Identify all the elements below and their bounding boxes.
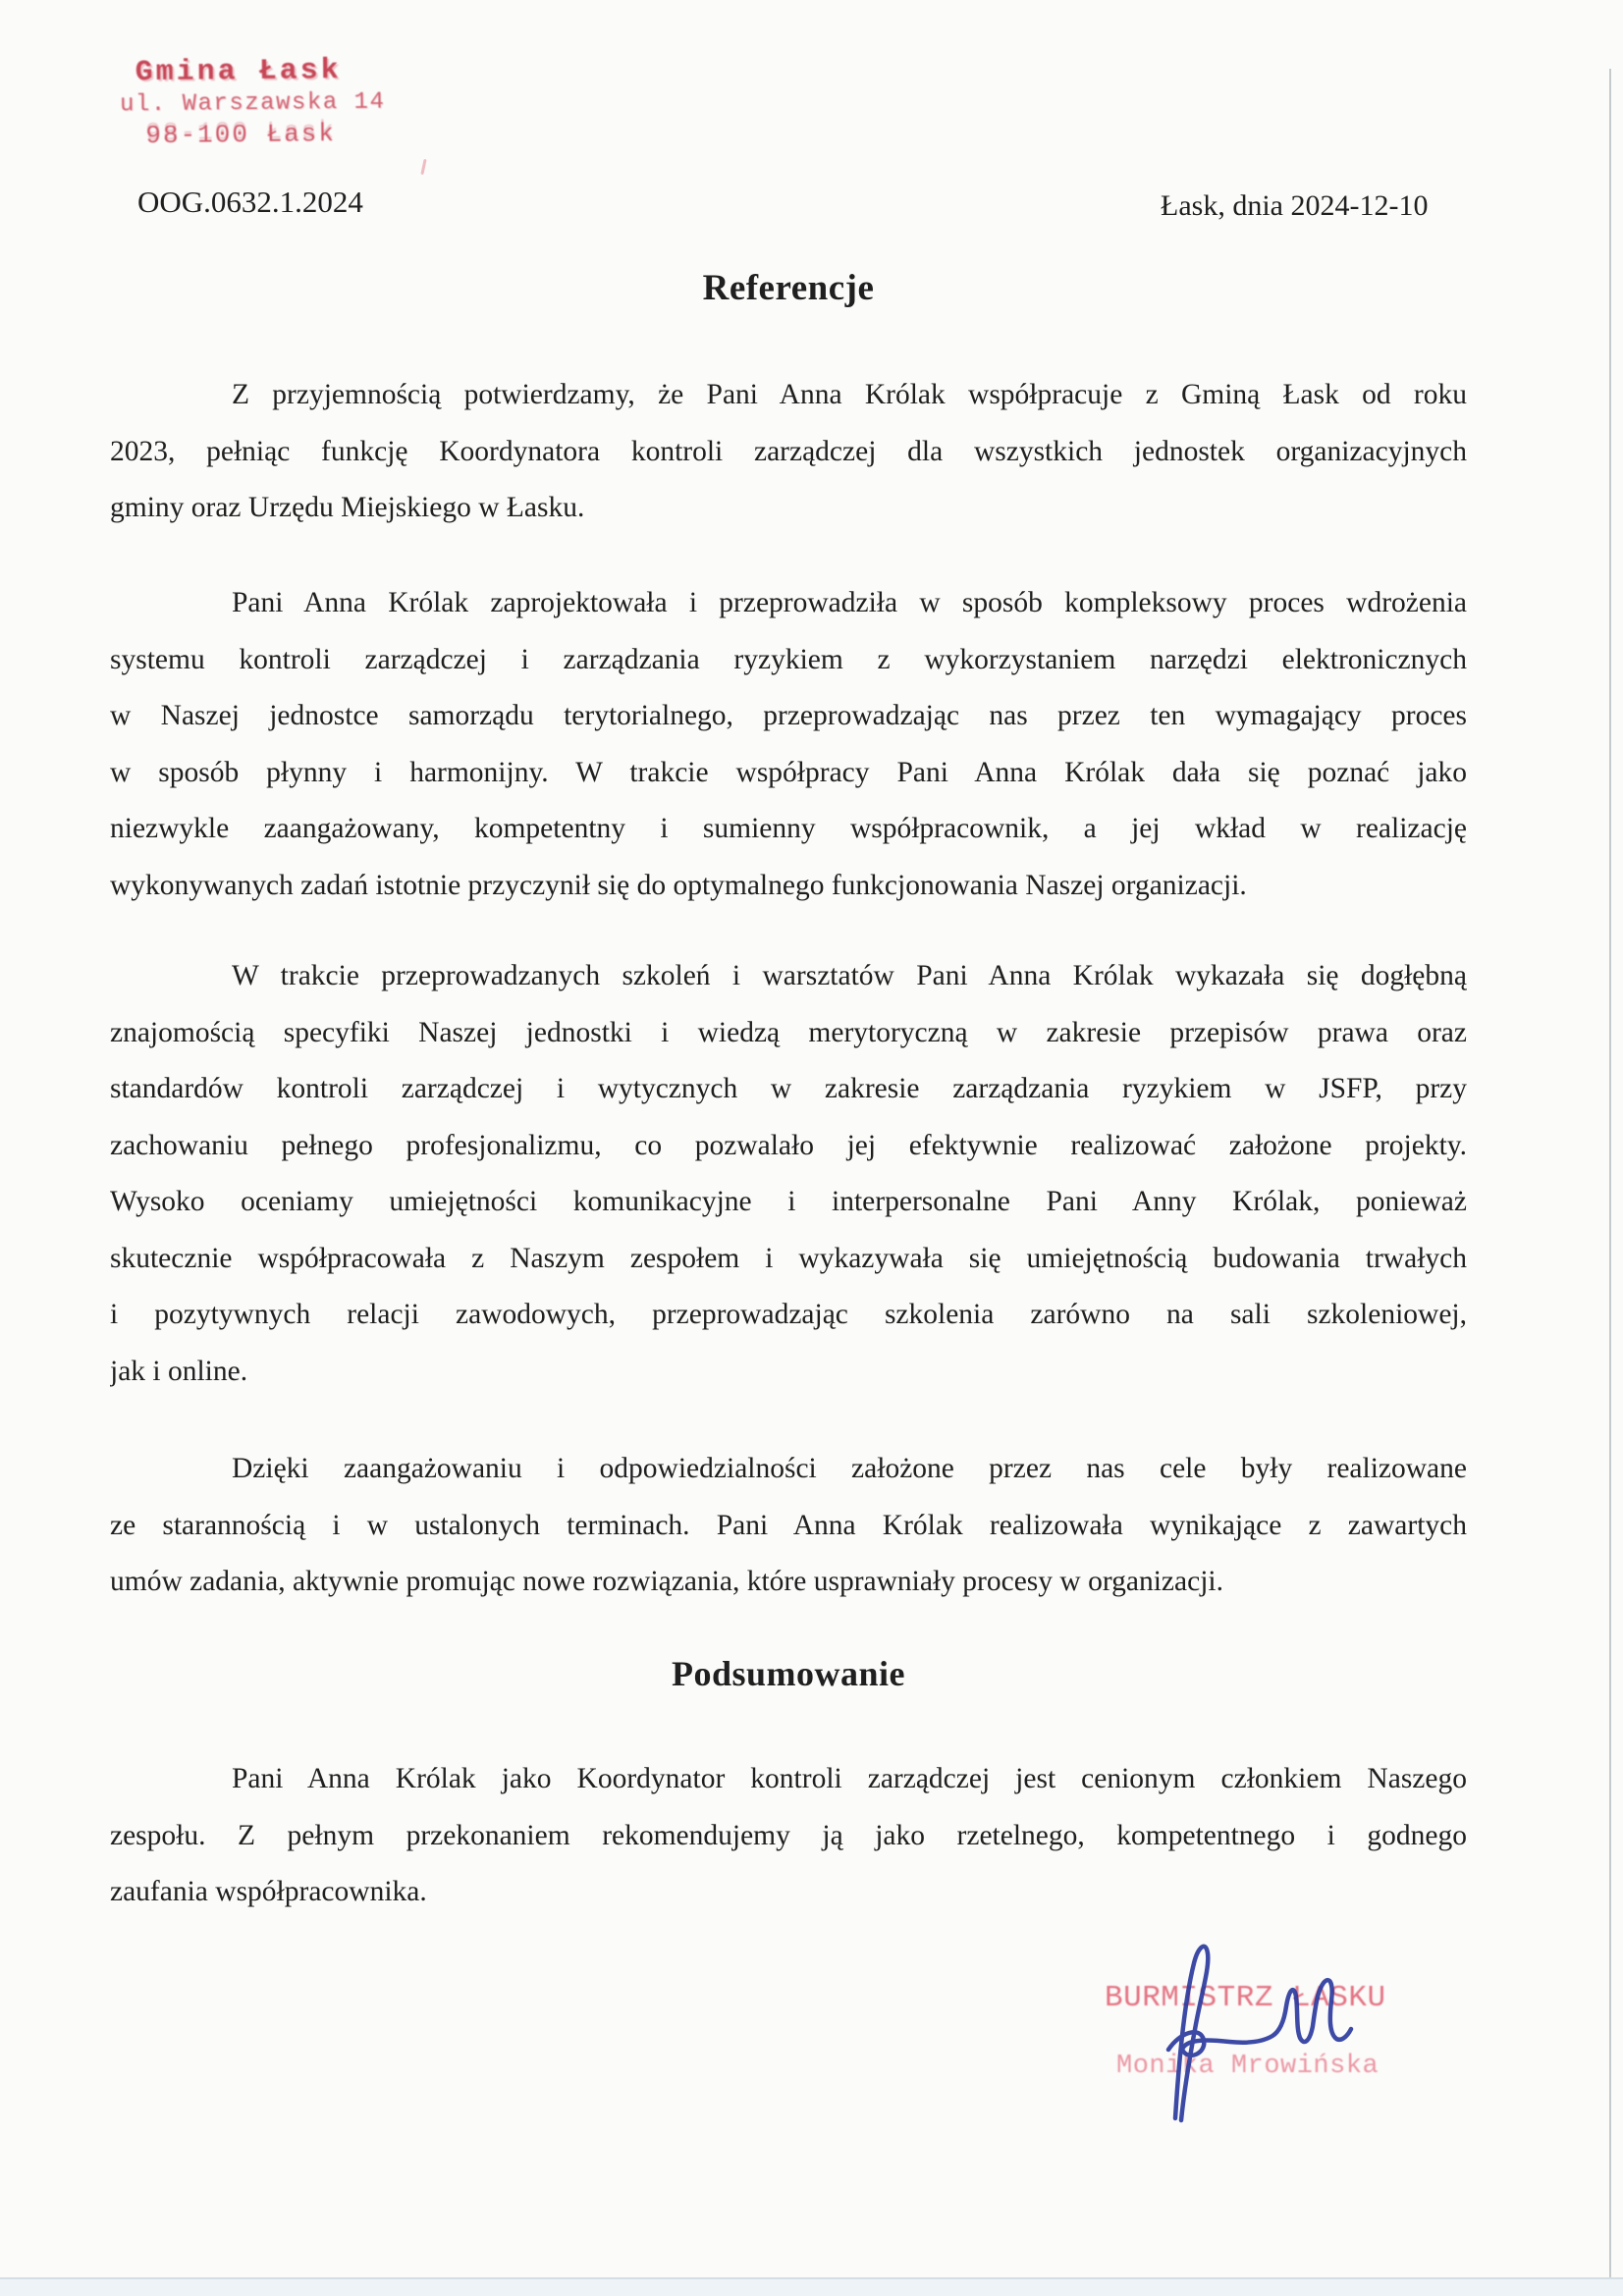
- text-line: w sposób płynny i harmonijny. W trakcie współpracy Pani Anna Królak dała się poznać jako: [110, 756, 1467, 788]
- stamp-ink-smudge: [420, 159, 426, 175]
- text-line: standardów kontroli zarządczej i wytycznych w zakresie zarządzania ryzykiem w JSFP, przy: [110, 1073, 1467, 1104]
- case-reference-number: OOG.0632.1.2024: [137, 185, 363, 219]
- handwritten-signature: [1129, 1934, 1384, 2140]
- text-line: zaufania współpracownika.: [110, 1876, 427, 1907]
- text-line: ze starannością i w ustalonych terminach. Pani Anna Królak realizowała wynikające z zawartych: [110, 1509, 1467, 1541]
- sender-stamp-postal-city: 98-100 Łask: [145, 119, 337, 151]
- paragraph-4: [110, 1441, 1467, 1611]
- text-line: zespołu. Z pełnym przekonaniem rekomendujemy ją jako rzetelnego, kompetentnego i godnego: [110, 1819, 1467, 1851]
- text-line: Pani Anna Królak zaprojektowała i przeprowadziła w sposób kompleksowy proces wdrożenia: [232, 587, 1467, 618]
- summary-heading: Podsumowanie: [671, 1654, 906, 1693]
- text-line: znajomością specyfiki Naszej jednostki i wiedzą merytoryczną w zakresie przepisów prawa oraz: [110, 1016, 1467, 1048]
- text-line: Z przyjemnością potwierdzamy, że Pani Anna Królak współpracuje z Gminą Łask od roku: [232, 379, 1467, 410]
- paragraph-1: [110, 367, 1467, 537]
- paragraph-2: [110, 575, 1467, 914]
- document-title: Referencje: [702, 268, 875, 308]
- scan-edge-right-line: [1609, 69, 1611, 2279]
- text-line: umów zadania, aktywnie promując nowe rozwiązania, które usprawniały procesy w organizacji.: [110, 1566, 1223, 1597]
- text-line: 2023, pełniąc funkcję Koordynatora kontroli zarządczej dla wszystkich jednostek organizacyjnych: [110, 435, 1467, 467]
- sender-stamp-street: ul. Warszawska 14: [119, 88, 386, 119]
- text-line: Pani Anna Królak jako Koordynator kontroli zarządczej jest cenionym członkiem Naszego: [232, 1763, 1467, 1794]
- text-line: niezwykle zaangażowany, kompetentny i sumienny współpracownik, a jej wkład w realizację: [110, 813, 1467, 844]
- mayor-title-stamp: BURMISTRZ ŁASKU: [1105, 1981, 1386, 2015]
- scan-edge-bottom-strip: [0, 2279, 1623, 2296]
- place-and-date: Łask, dnia 2024-12-10: [1161, 189, 1429, 222]
- sender-stamp-org-name: Gmina Łask: [135, 54, 342, 90]
- text-line: gminy oraz Urzędu Miejskiego w Łasku.: [110, 492, 585, 523]
- paragraph-3: [110, 948, 1467, 1400]
- sender-stamp: [119, 54, 385, 152]
- text-line: jak i online.: [110, 1355, 248, 1387]
- text-line: wykonywanych zadań istotnie przyczynił się do optymalnego funkcjonowania Naszej organizacji.: [110, 869, 1247, 901]
- paragraph-5: [110, 1751, 1467, 1921]
- mayor-name-stamp: Monika Mrowińska: [1116, 2052, 1380, 2081]
- text-line: skutecznie współpracowała z Naszym zespołem i wykazywała się umiejętnością budowania trwałych: [110, 1242, 1467, 1274]
- text-line: zachowaniu pełnego profesjonalizmu, co pozwalało jej efektywnie realizować założone projekty.: [110, 1129, 1467, 1161]
- text-line: Wysoko oceniamy umiejętności komunikacyjne i interpersonalne Pani Anny Królak, ponieważ: [110, 1186, 1467, 1217]
- text-line: i pozytywnych relacji zawodowych, przeprowadzając szkolenia zarówno na sali szkoleniowej,: [110, 1299, 1467, 1330]
- text-line: systemu kontroli zarządczej i zarządzania ryzykiem z wykorzystaniem narzędzi elektronicznych: [110, 643, 1467, 675]
- text-line: W trakcie przeprowadzanych szkoleń i warsztatów Pani Anna Królak wykazała się dogłębną: [232, 960, 1467, 991]
- text-line: w Naszej jednostce samorządu terytorialnego, przeprowadzając nas przez ten wymagający proces: [110, 700, 1467, 731]
- text-line: Dzięki zaangażowaniu i odpowiedzialności założone przez nas cele były realizowane: [232, 1453, 1467, 1484]
